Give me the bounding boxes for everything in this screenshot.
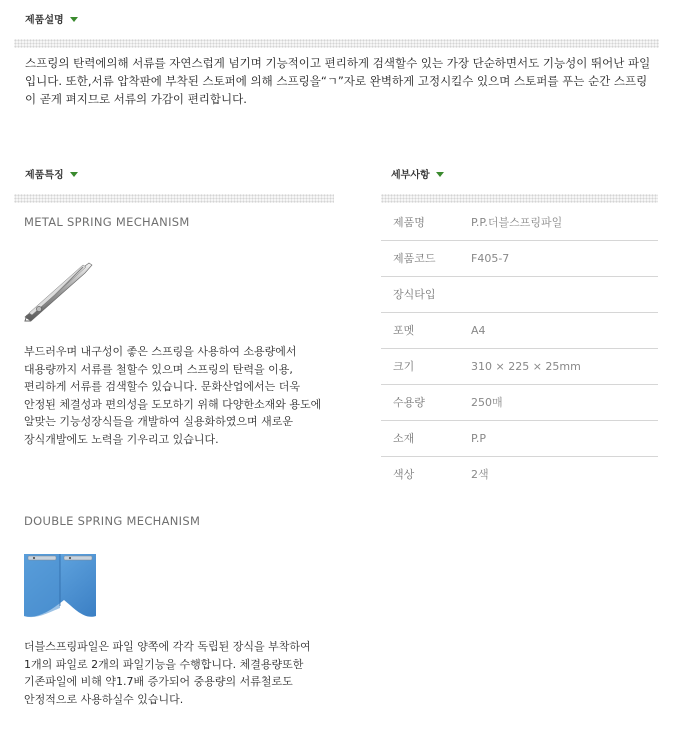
table-row <box>381 456 658 492</box>
features-heading <box>25 166 78 181</box>
details-heading <box>391 166 444 181</box>
detail-value: P.P <box>471 431 487 445</box>
metal-spring-mechanism-image <box>23 251 97 325</box>
detail-key: 제품명 <box>393 215 425 229</box>
details-title: 세부사항 <box>391 170 430 181</box>
dotted-divider <box>14 39 659 48</box>
detail-value: 250매 <box>471 396 503 409</box>
double-mechanism-title: DOUBLE SPRING MECHANISM <box>24 514 201 528</box>
detail-key: 색상 <box>393 468 415 482</box>
detail-value: P.P.더블스프링파일 <box>471 215 563 229</box>
blue-double-spring-folder-image <box>24 550 96 622</box>
table-row <box>381 348 658 384</box>
metal-mechanism-text: 부드러우며 내구성이 좋은 스프링을 사용하여 소용량에서 대용량까지 서류를 철할수 있으며 스프링의 탄력을 이용, 편리하게 서류를 검색할수 있습니다. 문화산업에서는 더욱 안정된 체결성과 편의성을 도모하기 위해 다양한소재와 용도에 알맞는 기능성장식들을 개발하여 실용화하였으며 새로운 장식개발에도 노력을 기우리고 있습니다. <box>24 345 322 446</box>
detail-key: 포멧 <box>393 324 415 337</box>
detail-key: 소재 <box>393 432 415 445</box>
table-row <box>381 312 658 348</box>
detail-key: 수용량 <box>393 396 425 409</box>
detail-key: 제품코드 <box>393 252 436 265</box>
double-mechanism-text: 더블스프링파일은 파일 양쪽에 각각 독립된 장식을 부착하여 1개의 파일로 2개의 파일기능을 수행합니다. 체결용량또한 기존파일에 비해 약1.7배 증가되어 중용량의 서류철로도 안정적으로 사용하실수 있습니다. <box>24 640 311 706</box>
detail-key: 크기 <box>393 360 415 373</box>
dotted-divider <box>14 194 334 203</box>
product-description-heading <box>25 11 78 26</box>
detail-value <box>470 276 658 312</box>
table-row <box>381 204 658 240</box>
features-title: 제품특징 <box>25 170 64 181</box>
table-row <box>381 240 658 276</box>
product-description-title: 제품설명 <box>25 15 64 26</box>
product-description-text: 스프링의 탄력에의해 서류를 자연스럽게 넘기며 기능적이고 편리하게 검색할수 있는 가장 단순하면서도 기능성이 뛰어난 파일입니다. 또한,서류 압착판에 부착된 스토퍼에 의해 스프링을“ㄱ”자로 완벽하게 고정시킬수 있으며 스토퍼를 푸는 순간 스프링이 곧게 펴지므로 서류의 가감이 편리합니다. <box>25 56 651 106</box>
detail-value: F405-7 <box>471 251 510 265</box>
dotted-divider <box>381 194 658 203</box>
table-row <box>381 384 658 420</box>
detail-value: 2색 <box>471 468 489 482</box>
triangle-down-icon <box>436 172 444 177</box>
table-row <box>381 276 658 312</box>
detail-key: 장식타입 <box>393 288 436 301</box>
triangle-down-icon <box>70 172 78 177</box>
details-table <box>381 204 658 492</box>
triangle-down-icon <box>70 17 78 22</box>
detail-value: 310 × 225 × 25mm <box>471 359 581 373</box>
metal-mechanism-title: METAL SPRING MECHANISM <box>24 215 190 229</box>
detail-value: A4 <box>471 323 486 337</box>
table-row <box>381 420 658 456</box>
